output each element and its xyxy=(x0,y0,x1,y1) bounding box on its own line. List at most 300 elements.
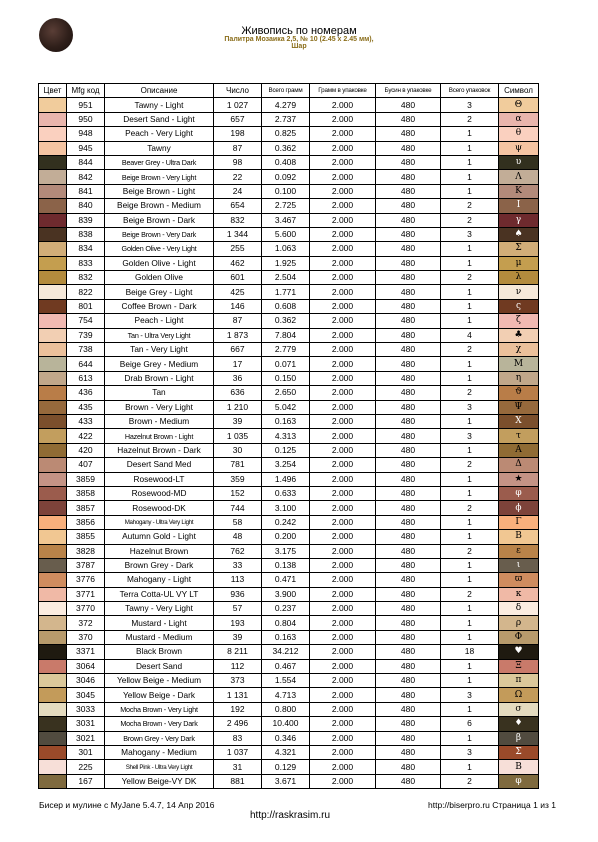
color-swatch-cell xyxy=(39,184,67,198)
table-row xyxy=(39,184,539,198)
pack-grams-cell: 2.000 xyxy=(310,731,376,745)
description-cell: Tan - Ultra Very Light xyxy=(105,328,214,342)
color-swatch-cell xyxy=(39,515,67,529)
mfg-code-cell: 3064 xyxy=(67,659,105,673)
pack-grams-cell: 2.000 xyxy=(310,659,376,673)
symbol-cell: ρ xyxy=(499,616,539,630)
table-row xyxy=(39,688,539,702)
total-grams-cell: 0.804 xyxy=(262,616,310,630)
description-cell: Mahogany - Ultra Very Light xyxy=(105,515,214,529)
total-grams-cell: 3.900 xyxy=(262,587,310,601)
col-header-count: Число xyxy=(214,84,262,98)
total-grams-cell: 4.321 xyxy=(262,745,310,759)
mfg-code-cell: 420 xyxy=(67,443,105,457)
total-packs-cell: 1 xyxy=(441,616,499,630)
pack-grams-cell: 2.000 xyxy=(310,242,376,256)
mfg-code-cell: 3856 xyxy=(67,515,105,529)
count-cell: 1 344 xyxy=(214,227,262,241)
mfg-code-cell: 3857 xyxy=(67,501,105,515)
total-grams-cell: 10.400 xyxy=(262,717,310,731)
description-cell: Desert Sand xyxy=(105,659,214,673)
total-grams-cell: 1.554 xyxy=(262,674,310,688)
total-packs-cell: 1 xyxy=(441,299,499,313)
count-cell: 744 xyxy=(214,501,262,515)
total-packs-cell: 1 xyxy=(441,443,499,457)
beads-per-pack-cell: 480 xyxy=(376,602,441,616)
count-cell: 193 xyxy=(214,616,262,630)
beads-per-pack-cell: 480 xyxy=(376,745,441,759)
color-swatch-cell xyxy=(39,256,67,270)
symbol-cell: Σ xyxy=(499,242,539,256)
color-swatch-cell xyxy=(39,285,67,299)
color-swatch-cell xyxy=(39,328,67,342)
mfg-code-cell: 842 xyxy=(67,170,105,184)
description-cell: Hazelnut Brown - Light xyxy=(105,429,214,443)
mfg-code-cell: 3859 xyxy=(67,472,105,486)
mfg-code-cell: 370 xyxy=(67,630,105,644)
count-cell: 22 xyxy=(214,170,262,184)
mfg-code-cell: 613 xyxy=(67,371,105,385)
description-cell: Rosewood-MD xyxy=(105,486,214,500)
mfg-code-cell: 433 xyxy=(67,414,105,428)
table-row xyxy=(39,98,539,112)
mfg-code-cell: 372 xyxy=(67,616,105,630)
beads-per-pack-cell: 480 xyxy=(376,674,441,688)
beads-per-pack-cell: 480 xyxy=(376,357,441,371)
total-grams-cell: 2.737 xyxy=(262,112,310,126)
mfg-code-cell: 3021 xyxy=(67,731,105,745)
symbol-cell: Κ xyxy=(499,184,539,198)
color-swatch-cell xyxy=(39,630,67,644)
beads-per-pack-cell: 480 xyxy=(376,774,441,788)
symbol-cell: τ xyxy=(499,429,539,443)
beads-per-pack-cell: 480 xyxy=(376,343,441,357)
description-cell: Shell Pink - Ultra Very Light xyxy=(105,760,214,774)
pack-grams-cell: 2.000 xyxy=(310,774,376,788)
total-packs-cell: 1 xyxy=(441,630,499,644)
pack-grams-cell: 2.000 xyxy=(310,328,376,342)
beads-per-pack-cell: 480 xyxy=(376,515,441,529)
table-row xyxy=(39,429,539,443)
col-header-color: Цвет xyxy=(39,84,67,98)
total-grams-cell: 0.200 xyxy=(262,530,310,544)
description-cell: Tawny xyxy=(105,141,214,155)
description-cell: Golden Olive - Very Light xyxy=(105,242,214,256)
description-cell: Beige Brown - Very Dark xyxy=(105,227,214,241)
count-cell: 8 211 xyxy=(214,645,262,659)
table-row xyxy=(39,760,539,774)
total-packs-cell: 1 xyxy=(441,170,499,184)
pack-grams-cell: 2.000 xyxy=(310,443,376,457)
table-row xyxy=(39,558,539,572)
mfg-code-cell: 3776 xyxy=(67,573,105,587)
mfg-code-cell: 435 xyxy=(67,400,105,414)
mfg-code-cell: 225 xyxy=(67,760,105,774)
description-cell: Beige Brown - Very Light xyxy=(105,170,214,184)
beads-per-pack-cell: 480 xyxy=(376,443,441,457)
description-cell: Hazelnut Brown - Dark xyxy=(105,443,214,457)
count-cell: 39 xyxy=(214,414,262,428)
color-swatch-cell xyxy=(39,458,67,472)
symbol-cell: ♠ xyxy=(499,227,539,241)
total-grams-cell: 0.362 xyxy=(262,141,310,155)
description-cell: Mustard - Light xyxy=(105,616,214,630)
total-grams-cell: 3.467 xyxy=(262,213,310,227)
description-cell: Yellow Beige-VY DK xyxy=(105,774,214,788)
table-row xyxy=(39,127,539,141)
symbol-cell: ♣ xyxy=(499,328,539,342)
mfg-code-cell: 3770 xyxy=(67,602,105,616)
count-cell: 113 xyxy=(214,573,262,587)
total-grams-cell: 3.175 xyxy=(262,544,310,558)
count-cell: 1 131 xyxy=(214,688,262,702)
symbol-cell: χ xyxy=(499,343,539,357)
color-swatch-cell xyxy=(39,472,67,486)
total-grams-cell: 0.129 xyxy=(262,760,310,774)
color-swatch-cell xyxy=(39,443,67,457)
pack-grams-cell: 2.000 xyxy=(310,170,376,184)
symbol-cell: ♥ xyxy=(499,645,539,659)
mfg-code-cell: 832 xyxy=(67,271,105,285)
total-grams-cell: 1.925 xyxy=(262,256,310,270)
beads-per-pack-cell: 480 xyxy=(376,702,441,716)
symbol-cell: Α xyxy=(499,443,539,457)
pack-grams-cell: 2.000 xyxy=(310,630,376,644)
beads-per-pack-cell: 480 xyxy=(376,227,441,241)
symbol-cell: α xyxy=(499,112,539,126)
mfg-code-cell: 844 xyxy=(67,155,105,169)
count-cell: 36 xyxy=(214,371,262,385)
table-row xyxy=(39,587,539,601)
mfg-code-cell: 3771 xyxy=(67,587,105,601)
symbol-cell: ϕ xyxy=(499,501,539,515)
footer-software: Бисер и мулине с MyJane 5.4.7, 14 Апр 2016 xyxy=(39,800,215,810)
description-cell: Mahogany - Light xyxy=(105,573,214,587)
description-cell: Drab Brown - Light xyxy=(105,371,214,385)
description-cell: Brown Grey - Dark xyxy=(105,558,214,572)
count-cell: 936 xyxy=(214,587,262,601)
beads-per-pack-cell: 480 xyxy=(376,688,441,702)
total-grams-cell: 2.725 xyxy=(262,199,310,213)
beads-per-pack-cell: 480 xyxy=(376,573,441,587)
color-swatch-cell xyxy=(39,731,67,745)
count-cell: 373 xyxy=(214,674,262,688)
total-grams-cell: 4.279 xyxy=(262,98,310,112)
color-swatch-cell xyxy=(39,386,67,400)
pack-grams-cell: 2.000 xyxy=(310,674,376,688)
beads-per-pack-cell: 480 xyxy=(376,256,441,270)
beads-per-pack-cell: 480 xyxy=(376,386,441,400)
symbol-cell: ϑ xyxy=(499,386,539,400)
beads-per-pack-cell: 480 xyxy=(376,328,441,342)
pack-grams-cell: 2.000 xyxy=(310,515,376,529)
pack-grams-cell: 2.000 xyxy=(310,213,376,227)
table-row xyxy=(39,343,539,357)
total-packs-cell: 1 xyxy=(441,760,499,774)
total-packs-cell: 6 xyxy=(441,717,499,731)
symbol-cell: Β xyxy=(499,760,539,774)
description-cell: Tawny - Very Light xyxy=(105,602,214,616)
table-row xyxy=(39,414,539,428)
count-cell: 657 xyxy=(214,112,262,126)
color-swatch-cell xyxy=(39,112,67,126)
mfg-code-cell: 3371 xyxy=(67,645,105,659)
symbol-cell: ν xyxy=(499,285,539,299)
beads-per-pack-cell: 480 xyxy=(376,213,441,227)
total-packs-cell: 3 xyxy=(441,745,499,759)
description-cell: Peach - Very Light xyxy=(105,127,214,141)
total-packs-cell: 1 xyxy=(441,371,499,385)
count-cell: 781 xyxy=(214,458,262,472)
mfg-code-cell: 840 xyxy=(67,199,105,213)
total-packs-cell: 1 xyxy=(441,674,499,688)
color-swatch-cell xyxy=(39,98,67,112)
color-swatch-cell xyxy=(39,414,67,428)
count-cell: 31 xyxy=(214,760,262,774)
color-swatch-cell xyxy=(39,227,67,241)
beads-per-pack-cell: 480 xyxy=(376,271,441,285)
symbol-cell: Ψ xyxy=(499,400,539,414)
beads-per-pack-cell: 480 xyxy=(376,472,441,486)
symbol-cell: Γ xyxy=(499,515,539,529)
color-swatch-cell xyxy=(39,659,67,673)
mfg-code-cell: 3046 xyxy=(67,674,105,688)
total-grams-cell: 0.633 xyxy=(262,486,310,500)
total-grams-cell: 0.163 xyxy=(262,630,310,644)
pack-grams-cell: 2.000 xyxy=(310,141,376,155)
color-swatch-cell xyxy=(39,501,67,515)
mfg-code-cell: 822 xyxy=(67,285,105,299)
beads-per-pack-cell: 480 xyxy=(376,558,441,572)
count-cell: 192 xyxy=(214,702,262,716)
mfg-code-cell: 951 xyxy=(67,98,105,112)
pack-grams-cell: 2.000 xyxy=(310,285,376,299)
table-row xyxy=(39,213,539,227)
description-cell: Brown - Medium xyxy=(105,414,214,428)
mfg-code-cell: 3033 xyxy=(67,702,105,716)
color-swatch-cell xyxy=(39,745,67,759)
symbol-cell: π xyxy=(499,674,539,688)
table-row xyxy=(39,357,539,371)
count-cell: 359 xyxy=(214,472,262,486)
mfg-code-cell: 833 xyxy=(67,256,105,270)
col-header-pack-grams: Грамм в упаковке xyxy=(310,84,376,98)
color-swatch-cell xyxy=(39,760,67,774)
footer-site-link[interactable]: http://raskrasim.ru xyxy=(250,810,331,821)
table-row xyxy=(39,731,539,745)
mfg-code-cell: 739 xyxy=(67,328,105,342)
total-grams-cell: 0.125 xyxy=(262,443,310,457)
count-cell: 198 xyxy=(214,127,262,141)
description-cell: Mahogany - Medium xyxy=(105,745,214,759)
description-cell: Yellow Beige - Medium xyxy=(105,674,214,688)
table-row xyxy=(39,659,539,673)
total-grams-cell: 5.042 xyxy=(262,400,310,414)
palette-subtitle: Палитра Мозаика 2,5, № 10 (2.45 x 2.45 мм), xyxy=(224,36,374,43)
description-cell: Autumn Gold - Light xyxy=(105,530,214,544)
color-swatch-cell xyxy=(39,199,67,213)
description-cell: Beige Brown - Medium xyxy=(105,199,214,213)
total-grams-cell: 7.804 xyxy=(262,328,310,342)
total-packs-cell: 1 xyxy=(441,256,499,270)
mfg-code-cell: 3031 xyxy=(67,717,105,731)
pack-grams-cell: 2.000 xyxy=(310,702,376,716)
count-cell: 57 xyxy=(214,602,262,616)
mfg-code-cell: 407 xyxy=(67,458,105,472)
symbol-cell: μ xyxy=(499,256,539,270)
count-cell: 152 xyxy=(214,486,262,500)
mfg-code-cell: 841 xyxy=(67,184,105,198)
count-cell: 832 xyxy=(214,213,262,227)
total-packs-cell: 2 xyxy=(441,271,499,285)
symbol-cell: ς xyxy=(499,299,539,313)
count-cell: 667 xyxy=(214,343,262,357)
beads-per-pack-cell: 480 xyxy=(376,544,441,558)
symbol-cell: ι xyxy=(499,558,539,572)
total-packs-cell: 2 xyxy=(441,458,499,472)
total-grams-cell: 0.242 xyxy=(262,515,310,529)
table-row xyxy=(39,630,539,644)
description-cell: Peach - Light xyxy=(105,314,214,328)
color-swatch-cell xyxy=(39,558,67,572)
table-row xyxy=(39,227,539,241)
table-row xyxy=(39,400,539,414)
total-grams-cell: 3.671 xyxy=(262,774,310,788)
count-cell: 87 xyxy=(214,141,262,155)
description-cell: Mocha Brown - Very Light xyxy=(105,702,214,716)
table-row xyxy=(39,573,539,587)
pack-grams-cell: 2.000 xyxy=(310,544,376,558)
symbol-cell: ★ xyxy=(499,472,539,486)
beads-per-pack-cell: 480 xyxy=(376,414,441,428)
total-packs-cell: 1 xyxy=(441,558,499,572)
total-grams-cell: 0.362 xyxy=(262,314,310,328)
mfg-code-cell: 945 xyxy=(67,141,105,155)
pack-grams-cell: 2.000 xyxy=(310,645,376,659)
color-swatch-cell xyxy=(39,587,67,601)
total-packs-cell: 2 xyxy=(441,544,499,558)
symbol-cell: η xyxy=(499,371,539,385)
symbol-cell: Σ xyxy=(499,745,539,759)
color-swatch-cell xyxy=(39,242,67,256)
total-grams-cell: 0.800 xyxy=(262,702,310,716)
total-grams-cell: 1.063 xyxy=(262,242,310,256)
footer-page-info: http://biserpro.ru Страница 1 из 1 xyxy=(428,800,556,810)
total-grams-cell: 0.100 xyxy=(262,184,310,198)
table-row xyxy=(39,674,539,688)
total-packs-cell: 18 xyxy=(441,645,499,659)
symbol-cell: Χ xyxy=(499,414,539,428)
total-packs-cell: 1 xyxy=(441,530,499,544)
symbol-cell: Θ xyxy=(499,98,539,112)
description-cell: Tawny - Light xyxy=(105,98,214,112)
total-packs-cell: 3 xyxy=(441,429,499,443)
table-row xyxy=(39,717,539,731)
count-cell: 654 xyxy=(214,199,262,213)
symbol-cell: Δ xyxy=(499,458,539,472)
table-row xyxy=(39,155,539,169)
pack-grams-cell: 2.000 xyxy=(310,199,376,213)
symbol-cell: φ xyxy=(499,774,539,788)
count-cell: 30 xyxy=(214,443,262,457)
symbol-cell: θ xyxy=(499,127,539,141)
mfg-code-cell: 3045 xyxy=(67,688,105,702)
beads-per-pack-cell: 480 xyxy=(376,458,441,472)
total-grams-cell: 0.467 xyxy=(262,659,310,673)
pack-grams-cell: 2.000 xyxy=(310,314,376,328)
pack-grams-cell: 2.000 xyxy=(310,602,376,616)
pack-grams-cell: 2.000 xyxy=(310,414,376,428)
beads-per-pack-cell: 480 xyxy=(376,314,441,328)
beads-per-pack-cell: 480 xyxy=(376,98,441,112)
total-grams-cell: 34.212 xyxy=(262,645,310,659)
table-row xyxy=(39,602,539,616)
table-row xyxy=(39,371,539,385)
color-swatch-cell xyxy=(39,486,67,500)
count-cell: 2 496 xyxy=(214,717,262,731)
symbol-cell: Ω xyxy=(499,688,539,702)
beads-per-pack-cell: 480 xyxy=(376,127,441,141)
total-packs-cell: 1 xyxy=(441,702,499,716)
description-cell: Tan xyxy=(105,386,214,400)
table-row xyxy=(39,702,539,716)
table-row xyxy=(39,299,539,313)
beads-per-pack-cell: 480 xyxy=(376,659,441,673)
pack-grams-cell: 2.000 xyxy=(310,400,376,414)
pack-grams-cell: 2.000 xyxy=(310,616,376,630)
mfg-code-cell: 738 xyxy=(67,343,105,357)
pack-grams-cell: 2.000 xyxy=(310,357,376,371)
count-cell: 881 xyxy=(214,774,262,788)
page-title: Живопись по номерам xyxy=(241,25,357,37)
count-cell: 48 xyxy=(214,530,262,544)
table-row xyxy=(39,386,539,400)
color-swatch-cell xyxy=(39,702,67,716)
symbol-cell: ♦ xyxy=(499,717,539,731)
table-header-row xyxy=(39,84,539,98)
mfg-code-cell: 3787 xyxy=(67,558,105,572)
description-cell: Rosewood-LT xyxy=(105,472,214,486)
beads-per-pack-cell: 480 xyxy=(376,530,441,544)
count-cell: 462 xyxy=(214,256,262,270)
pack-grams-cell: 2.000 xyxy=(310,587,376,601)
count-cell: 17 xyxy=(214,357,262,371)
beads-per-pack-cell: 480 xyxy=(376,299,441,313)
pack-grams-cell: 2.000 xyxy=(310,558,376,572)
total-packs-cell: 1 xyxy=(441,414,499,428)
symbol-cell: κ xyxy=(499,587,539,601)
total-packs-cell: 1 xyxy=(441,285,499,299)
description-cell: Rosewood-DK xyxy=(105,501,214,515)
total-packs-cell: 1 xyxy=(441,314,499,328)
pack-grams-cell: 2.000 xyxy=(310,429,376,443)
total-packs-cell: 2 xyxy=(441,213,499,227)
symbol-cell: δ xyxy=(499,602,539,616)
total-grams-cell: 2.650 xyxy=(262,386,310,400)
total-grams-cell: 4.313 xyxy=(262,429,310,443)
symbol-cell: λ xyxy=(499,271,539,285)
count-cell: 601 xyxy=(214,271,262,285)
table-row xyxy=(39,242,539,256)
count-cell: 255 xyxy=(214,242,262,256)
table-row xyxy=(39,472,539,486)
shape-subtitle: Шар xyxy=(291,43,307,50)
pack-grams-cell: 2.000 xyxy=(310,127,376,141)
total-packs-cell: 1 xyxy=(441,127,499,141)
description-cell: Yellow Beige - Dark xyxy=(105,688,214,702)
total-grams-cell: 0.150 xyxy=(262,371,310,385)
total-grams-cell: 0.092 xyxy=(262,170,310,184)
